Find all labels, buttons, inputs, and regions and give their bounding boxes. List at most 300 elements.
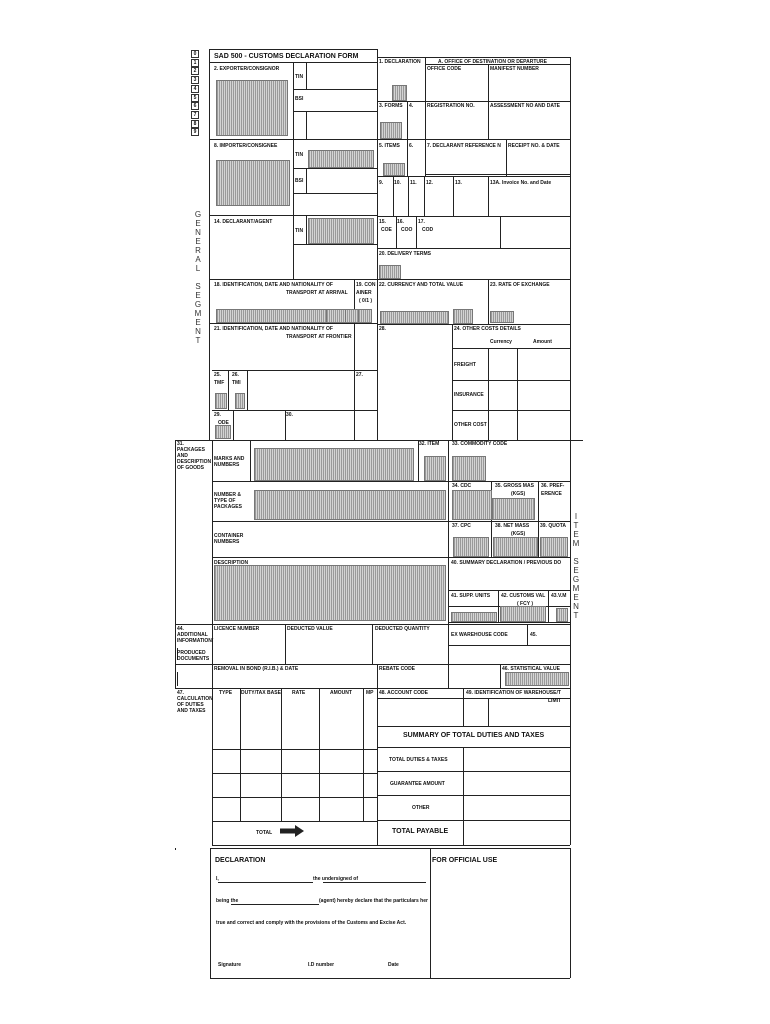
- grid-hline: [377, 57, 570, 58]
- insurance-label: INSURANCE: [454, 392, 484, 398]
- grid-hline: [448, 521, 570, 522]
- account-code-label: 48. ACCOUNT CODE: [379, 690, 428, 696]
- declarant-ref-label: 7. DECLARANT REFERENCE N: [427, 143, 501, 149]
- shaded-input-field[interactable]: [540, 537, 568, 557]
- container-flag-label: 19. CON: [356, 282, 376, 288]
- item-segment-letter: I: [574, 512, 578, 521]
- shaded-input-field[interactable]: [216, 80, 288, 136]
- box25-label: 25.: [214, 372, 221, 378]
- grid-vline: [175, 848, 176, 850]
- box15-sub-label: COE: [381, 227, 392, 233]
- packages-label-line: DESCRIPTION: [177, 459, 212, 465]
- grid-hline: [212, 370, 377, 371]
- warehouse-id-label: 49. IDENTIFICATION OF WAREHOUSE/T: [466, 690, 561, 696]
- total-label: TOTAL: [256, 830, 273, 836]
- grid-vline: [453, 176, 454, 216]
- grid-vline: [488, 101, 489, 139]
- grid-hline: [323, 882, 426, 883]
- grid-vline: [247, 370, 248, 410]
- copy-digit-box: 7: [191, 111, 199, 119]
- grid-hline: [212, 521, 448, 522]
- grid-vline: [570, 688, 571, 845]
- declaration-line1-end: the undersigned of: [313, 876, 358, 882]
- container-numbers-label: [214, 533, 243, 545]
- signature-label: Signature: [218, 962, 242, 968]
- statistical-value-label: 46. STATISTICAL VALUE: [502, 666, 560, 672]
- importer-tin-label: TIN: [295, 152, 304, 158]
- grid-vline: [548, 590, 549, 622]
- gross-mass-unit-label: (KGS): [511, 491, 526, 497]
- shaded-input-field[interactable]: [214, 565, 446, 621]
- shaded-input-field[interactable]: [490, 311, 514, 323]
- declarant-agent-label: 14. DECLARANT/AGENT: [214, 219, 273, 225]
- grid-vline: [488, 348, 489, 440]
- grid-hline: [448, 622, 570, 623]
- grid-hline: [212, 773, 377, 774]
- copy-digit-box: 4: [191, 85, 199, 93]
- item-segment-letter: N: [573, 602, 579, 611]
- packages-description-label: [177, 441, 211, 471]
- freight-label: FREIGHT: [454, 362, 476, 368]
- declaration-line2-end: (agent) hereby declare that the particulars her: [319, 898, 428, 904]
- grid-vline: [354, 323, 355, 410]
- registration-label: REGISTRATION NO.: [427, 103, 475, 109]
- grid-vline: [377, 664, 378, 688]
- grid-vline: [448, 440, 449, 688]
- grid-hline: [212, 797, 377, 798]
- grid-vline: [306, 62, 307, 89]
- transport-arrival-label: 18. IDENTIFICATION, DATE AND NATIONALITY OF: [214, 282, 333, 288]
- additional-info-label-line: DOCUMENTS: [177, 656, 210, 662]
- net-mass-unit-label: (KGS): [511, 531, 526, 537]
- grid-hline: [377, 176, 570, 177]
- shaded-input-field[interactable]: [556, 608, 568, 622]
- declaration-line2-start: being the: [216, 898, 239, 904]
- box45-label: 45.: [530, 632, 537, 638]
- total-duties-label: TOTAL DUTIES & TAXES: [389, 757, 448, 763]
- calculation-label-line: CALCULATION: [177, 696, 213, 702]
- office-code-label: OFFICE CODE: [427, 66, 462, 72]
- box16-label: 16.: [397, 219, 404, 225]
- removal-bond-label: REMOVAL IN BOND (R.I.B.) & DATE: [214, 666, 299, 672]
- grid-vline: [319, 688, 320, 821]
- copy-digit-box: 1: [191, 59, 199, 67]
- grid-vline: [500, 216, 501, 248]
- copy-digit-box: 0: [191, 50, 199, 58]
- shaded-input-field[interactable]: [493, 537, 538, 557]
- general-segment-letter: T: [195, 336, 201, 345]
- calculation-label-line: OF DUTIES: [177, 702, 204, 708]
- grid-vline: [293, 215, 294, 279]
- grid-vline: [491, 521, 492, 557]
- grid-vline: [250, 440, 251, 481]
- other-costs-label: 24. OTHER COSTS DETAILS: [454, 326, 521, 332]
- invoice-label: 13A. Invoice No. and Date: [490, 180, 552, 186]
- rebate-code-label: REBATE CODE: [379, 666, 416, 672]
- item-segment-letter: E: [573, 530, 579, 539]
- grid-vline: [416, 216, 417, 248]
- box27-label: 27.: [356, 372, 363, 378]
- currency-total-label: 22. CURRENCY AND TOTAL VALUE: [379, 282, 464, 288]
- general-segment-letter: S: [195, 282, 201, 291]
- shaded-input-field[interactable]: [215, 393, 227, 409]
- summary-duties-title: SUMMARY OF TOTAL DUTIES AND TAXES: [403, 732, 545, 739]
- grid-hline: [425, 174, 570, 175]
- general-segment-letter: G: [194, 210, 202, 219]
- other-amount-label: OTHER: [412, 805, 430, 811]
- packages-label-line: OF GOODS: [177, 465, 204, 471]
- mp-column-label: MP: [366, 690, 374, 696]
- item-segment-letter: M: [572, 584, 580, 593]
- grid-vline: [527, 624, 528, 645]
- grid-vline: [463, 747, 464, 845]
- vm-label: 43.V.M: [551, 593, 567, 599]
- packages-label-line: 31.: [177, 441, 184, 447]
- number-type-label-line: PACKAGES: [214, 504, 242, 510]
- delivery-terms-label: 20. DELIVERY TERMS: [379, 251, 431, 257]
- item-segment-letter: E: [573, 593, 579, 602]
- id-number-label: I.D number: [308, 962, 335, 968]
- grid-vline: [506, 139, 507, 176]
- preference-label-2: ERENCE: [541, 491, 562, 497]
- shaded-input-field[interactable]: [235, 393, 245, 409]
- shaded-input-field[interactable]: [254, 490, 446, 520]
- declaration-line3: true and correct and comply with the provisions of the Customs and Excise Act.: [216, 920, 407, 926]
- transport-arrival-label-2: TRANSPORT AT ARRIVAL: [286, 290, 348, 296]
- grid-vline: [407, 139, 408, 176]
- copy-digit-box: 5: [191, 94, 199, 102]
- other-costs-currency-label: Currency: [490, 339, 512, 345]
- exporter-label: 2. EXPORTER/CONSIGNOR: [214, 66, 280, 72]
- type-column-label: TYPE: [219, 690, 233, 696]
- container-label-line: CONTAINER: [214, 533, 244, 539]
- grid-vline: [570, 57, 571, 688]
- box17-label: 17.: [418, 219, 425, 225]
- grid-vline: [498, 590, 499, 622]
- declaration-box-label: 1. DECLARATION: [379, 59, 421, 65]
- grid-hline: [377, 771, 570, 772]
- shaded-input-field[interactable]: [308, 150, 374, 168]
- number-type-label-line: TYPE OF: [214, 498, 236, 504]
- shaded-input-field[interactable]: [451, 612, 497, 622]
- exchange-rate-label: 23. RATE OF EXCHANGE: [490, 282, 550, 288]
- box28-label: 28.: [379, 326, 386, 332]
- cpc-label: 37. CPC: [452, 523, 471, 529]
- grid-hline: [218, 882, 313, 883]
- grid-hline: [209, 279, 377, 280]
- grid-hline: [377, 279, 570, 280]
- box10-label: 10.: [394, 180, 401, 186]
- exporter-tin-label: TIN: [295, 74, 304, 80]
- rate-column-label: RATE: [292, 690, 306, 696]
- grid-hline: [293, 244, 377, 245]
- item-segment-letter: [571, 548, 581, 557]
- amount-column-label: AMOUNT: [330, 690, 352, 696]
- guarantee-amount-label: GUARANTEE AMOUNT: [390, 781, 445, 787]
- shaded-input-field[interactable]: [380, 311, 449, 324]
- box26-sub-label: TMI: [232, 380, 241, 386]
- shaded-input-field[interactable]: [453, 309, 473, 324]
- grid-hline: [212, 410, 377, 411]
- grid-vline: [538, 521, 539, 557]
- supp-units-label: 41. SUPP. UNITS: [451, 593, 491, 599]
- grid-hline: [212, 557, 448, 558]
- grid-vline: [570, 848, 571, 978]
- description-label: DESCRIPTION: [214, 560, 249, 566]
- grid-hline: [448, 590, 570, 591]
- packages-label-line: PACKAGES: [177, 447, 205, 453]
- transport-frontier-label-2: TRANSPORT AT FRONTIER: [286, 334, 352, 340]
- grid-hline: [452, 410, 570, 411]
- quota-label: 39. QUOTA: [540, 523, 567, 529]
- grid-vline: [425, 57, 426, 176]
- box25-sub-label: TMF: [214, 380, 225, 386]
- summary-declaration-label: 40. SUMMARY DECLARATION / PREVIOUS DO: [451, 560, 562, 566]
- receipt-label: RECEIPT NO. & DATE: [508, 143, 560, 149]
- box4-label: 4.: [409, 103, 414, 109]
- marks-label-line: MARKS AND: [214, 456, 245, 462]
- calculation-label-line: 47.: [177, 690, 184, 696]
- grid-hline: [293, 89, 377, 90]
- grid-hline: [210, 848, 570, 849]
- shaded-input-field[interactable]: [379, 265, 401, 279]
- box11-label: 11.: [410, 180, 417, 186]
- grid-vline: [372, 624, 373, 664]
- box6-label: 6.: [409, 143, 414, 149]
- number-type-packages-label: [214, 492, 242, 510]
- grid-vline: [463, 688, 464, 726]
- grid-vline: [538, 481, 539, 521]
- grid-vline: [408, 176, 409, 216]
- assessment-label: ASSESSMENT NO AND DATE: [490, 103, 561, 109]
- shaded-input-field[interactable]: [254, 448, 414, 481]
- general-segment-letter: [193, 273, 203, 282]
- additional-info-label-line: ADDITIONAL: [177, 632, 208, 638]
- shaded-input-field[interactable]: [308, 218, 374, 244]
- calculation-duties-label: [177, 690, 213, 714]
- items-label: 5. ITEMS: [379, 143, 400, 149]
- shaded-input-field[interactable]: [492, 498, 535, 520]
- transport-frontier-label: 21. IDENTIFICATION, DATE AND NATIONALITY OF: [214, 326, 333, 332]
- shaded-input-field[interactable]: [500, 606, 546, 622]
- item-segment-letter: M: [572, 539, 580, 548]
- item-segment-label: [571, 512, 581, 620]
- grid-vline: [363, 688, 364, 821]
- shaded-input-field[interactable]: [424, 456, 446, 481]
- grid-hline: [377, 795, 570, 796]
- general-segment-letter: E: [195, 219, 201, 228]
- grid-vline: [452, 324, 453, 440]
- box9-label: 9.: [379, 180, 384, 186]
- exporter-bsi-label: BSI: [295, 96, 304, 102]
- box29-sub-label: ODE: [218, 420, 229, 426]
- forms-label: 3. FORMS: [379, 103, 403, 109]
- declarant-tin-label: TIN: [295, 228, 304, 234]
- grid-vline: [488, 64, 489, 101]
- grid-vline: [517, 348, 518, 440]
- official-use-heading: FOR OFFICIAL USE: [432, 857, 498, 864]
- box17-sub-label: COD: [422, 227, 434, 233]
- box26-label: 26.: [232, 372, 239, 378]
- grid-vline: [240, 688, 241, 821]
- general-segment-letter: M: [194, 309, 202, 318]
- copy-digit-box: 8: [191, 120, 199, 128]
- item-segment-letter: E: [573, 566, 579, 575]
- grid-hline: [377, 101, 570, 102]
- grid-vline: [228, 370, 229, 410]
- shaded-input-field[interactable]: [452, 456, 486, 481]
- item-segment-letter: G: [572, 575, 580, 584]
- grid-hline: [212, 749, 377, 750]
- grid-vline: [377, 688, 378, 845]
- commodity-code-label: 33. COMMODITY CODE: [452, 441, 508, 447]
- grid-vline: [488, 279, 489, 324]
- grid-hline: [209, 49, 377, 50]
- grid-hline: [452, 348, 570, 349]
- grid-vline: [488, 176, 489, 216]
- gross-mass-label: 35. GROSS MAS: [495, 483, 534, 489]
- grid-vline: [306, 168, 307, 193]
- importer-bsi-label: BSI: [295, 178, 304, 184]
- general-segment-letter: N: [195, 327, 201, 336]
- grid-vline: [488, 698, 489, 726]
- grid-hline: [377, 139, 570, 140]
- grid-hline: [212, 845, 377, 846]
- grid-hline: [377, 216, 570, 217]
- item-number-label: 32. ITEM: [419, 441, 440, 447]
- grid-hline: [377, 747, 570, 748]
- total-payable-label: TOTAL PAYABLE: [392, 828, 449, 835]
- box30-label: 30.: [286, 412, 293, 418]
- grid-hline: [377, 248, 570, 249]
- additional-info-label-line: 44.: [177, 626, 184, 632]
- shaded-input-field[interactable]: [358, 309, 372, 323]
- other-costs-amount-label: Amount: [533, 339, 552, 345]
- grid-hline: [175, 664, 570, 665]
- customs-value-currency-label: ( FCY ): [517, 601, 534, 607]
- grid-hline: [377, 845, 570, 846]
- customs-value-label: 42. CUSTOMS VAL: [501, 593, 546, 599]
- form-title: SAD 500 - CUSTOMS DECLARATION FORM: [214, 53, 359, 60]
- cdc-label: 34. CDC: [452, 483, 472, 489]
- marks-numbers-label: [214, 456, 244, 468]
- grid-hline: [448, 481, 570, 482]
- declaration-heading: DECLARATION: [215, 857, 266, 864]
- licence-number-label: LICENCE NUMBER: [214, 626, 260, 632]
- grid-hline: [377, 324, 570, 325]
- item-segment-letter: S: [573, 557, 579, 566]
- copy-digit-box: 2: [191, 67, 199, 75]
- item-segment-letter: T: [573, 611, 579, 620]
- grid-vline: [430, 848, 431, 978]
- additional-info-label-line: INFORMATION/: [177, 638, 214, 644]
- container-flag-value: ( 0/1 ): [359, 298, 373, 304]
- grid-vline: [407, 101, 408, 139]
- box16-sub-label: COO: [401, 227, 413, 233]
- grid-hline: [448, 557, 570, 558]
- grid-vline: [285, 624, 286, 664]
- box15-label: 15.: [379, 219, 386, 225]
- copy-digit-box: 3: [191, 76, 199, 84]
- general-segment-letter: E: [195, 291, 201, 300]
- declaration-line1-start: I,: [216, 876, 219, 882]
- shaded-input-field[interactable]: [505, 672, 569, 686]
- general-segment-letter: R: [195, 246, 201, 255]
- box13-label: 13.: [455, 180, 462, 186]
- grid-hline: [210, 978, 570, 979]
- grid-hline: [377, 698, 570, 699]
- right-arrow-icon: [280, 825, 304, 837]
- shaded-input-field[interactable]: [392, 85, 407, 101]
- general-segment-letter: E: [195, 318, 201, 327]
- grid-vline: [354, 410, 355, 440]
- deducted-value-label: DEDUCTED VALUE: [287, 626, 333, 632]
- general-segment-letter: G: [194, 300, 202, 309]
- grid-vline: [377, 323, 378, 410]
- net-mass-label: 38. NET MASS: [495, 523, 530, 529]
- container-flag-label-2: AINER: [356, 290, 372, 296]
- grid-vline: [209, 49, 210, 440]
- grid-hline: [175, 440, 583, 441]
- shaded-input-field[interactable]: [326, 309, 346, 323]
- container-label-line: NUMBERS: [214, 539, 240, 545]
- grid-vline: [424, 176, 425, 216]
- grid-hline: [452, 380, 570, 381]
- grid-vline: [500, 664, 501, 688]
- general-segment-letter: N: [195, 228, 201, 237]
- grid-hline: [212, 481, 448, 482]
- grid-vline: [306, 215, 307, 244]
- box12-label: 12.: [426, 180, 433, 186]
- date-label: Date: [388, 962, 399, 968]
- shaded-input-field[interactable]: [453, 537, 489, 557]
- grid-vline: [306, 111, 307, 139]
- general-segment-letter: L: [195, 264, 201, 273]
- deducted-quantity-label: DEDUCTED QUANTITY: [375, 626, 430, 632]
- ex-warehouse-label: EX WAREHOUSE CODE: [451, 632, 508, 638]
- packages-label-line: AND: [177, 453, 188, 459]
- grid-vline: [281, 688, 282, 821]
- grid-hline: [293, 193, 377, 194]
- additional-information-label: [177, 626, 213, 662]
- manifest-number-label: MANIFEST NUMBER: [490, 66, 539, 72]
- copy-digit-box: 9: [191, 128, 199, 136]
- grid-hline: [377, 726, 570, 727]
- general-segment-label: [193, 210, 203, 345]
- shaded-input-field[interactable]: [216, 160, 290, 206]
- other-cost-label: OTHER COST: [454, 422, 487, 428]
- copy-digit-box: 6: [191, 102, 199, 110]
- general-segment-letter: A: [195, 255, 201, 264]
- grid-vline: [210, 848, 211, 978]
- shaded-input-field[interactable]: [452, 490, 492, 520]
- number-type-label-line: NUMBER &: [214, 492, 241, 498]
- grid-hline: [175, 688, 570, 689]
- duty-base-column-label: DUTY/TAX BASE: [241, 690, 281, 696]
- shaded-input-field[interactable]: [383, 163, 405, 176]
- shaded-input-field[interactable]: [380, 122, 402, 139]
- grid-hline: [231, 904, 319, 905]
- office-header-label: A. OFFICE OF DESTINATION OR DEPARTURE: [438, 59, 547, 65]
- grid-hline: [448, 645, 570, 646]
- preference-label: 36. PREF-: [541, 483, 565, 489]
- warehouse-limit-label: LIMIT: [548, 698, 562, 704]
- shaded-input-field[interactable]: [215, 425, 231, 439]
- grid-vline: [175, 440, 176, 688]
- marks-label-line: NUMBERS: [214, 462, 240, 468]
- grid-vline: [177, 672, 178, 686]
- general-segment-letter: E: [195, 237, 201, 246]
